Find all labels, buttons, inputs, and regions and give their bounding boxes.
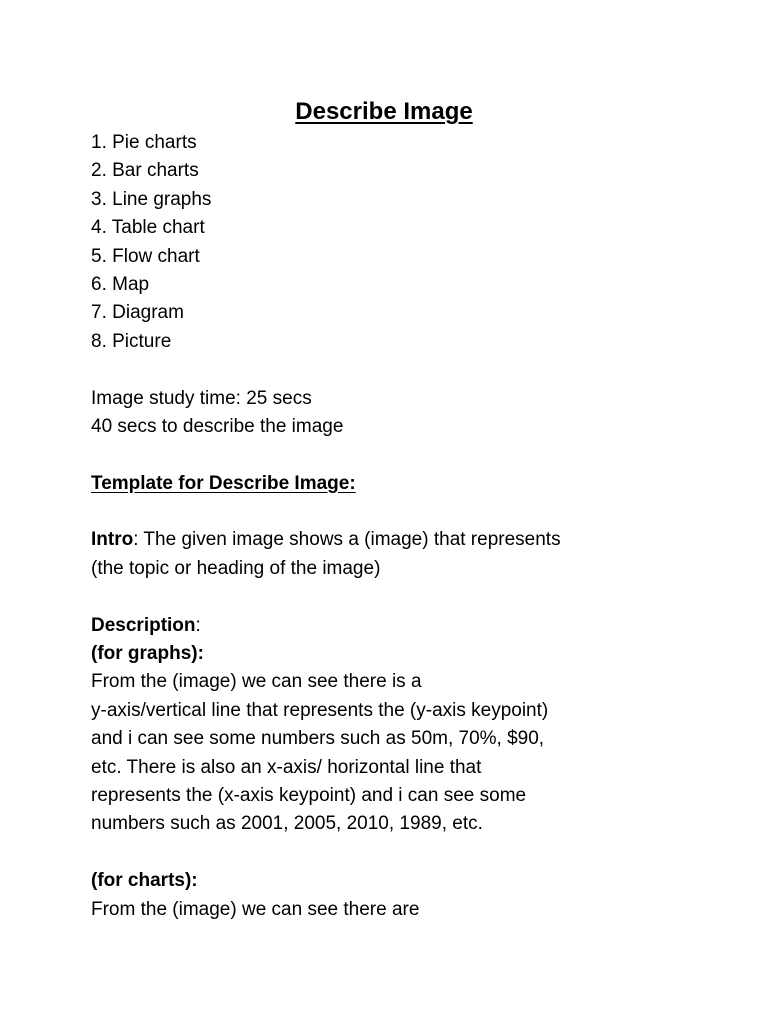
spacer [91,441,731,469]
document-body [91,129,731,924]
list-item: 8. Picture [91,330,172,352]
graphs-text-line: represents the (x-axis keypoint) and i can see some [91,784,527,806]
graphs-text-line: and i can see some numbers such as 50m, 70%, $90, [91,728,545,750]
intro-label: Intro [91,529,134,551]
list-item: 3. Line graphs [91,188,212,210]
list-item: 2. Bar charts [91,160,199,182]
image-type-list [91,129,731,356]
graphs-text-line: numbers such as 2001, 2005, 2010, 1989, etc. [91,813,483,835]
intro-line-2: (the topic or heading of the image) [91,557,381,579]
description-label: Description [91,614,196,636]
list-item: 1. Pie charts [91,132,197,153]
intro-line-1 [91,526,731,554]
list-item: 7. Diagram [91,302,184,324]
list-item: 5. Flow chart [91,245,200,267]
intro-text: : The given image shows a (image) that represents [133,529,561,551]
study-time-text: Image study time: 25 secs [91,387,312,409]
spacer [91,356,731,384]
spacer [91,498,731,526]
charts-heading: (for charts): [91,870,198,892]
describe-time-text: 40 secs to describe the image [91,415,344,437]
graphs-heading: (for graphs): [91,643,204,665]
list-item: 4. Table chart [91,217,205,239]
spacer [91,583,731,611]
graphs-text-line: y-axis/vertical line that represents the (y-axis keypoint) [91,699,549,721]
page-title [0,96,768,128]
graphs-text-line: From the (image) we can see there is a [91,671,422,693]
list-item: 6. Map [91,273,150,295]
description-heading [91,612,731,640]
charts-text-line: From the (image) we can see there are [91,898,420,920]
description-colon: : [195,614,201,636]
page-title-text: Describe Image [295,98,473,125]
template-heading: Template for Describe Image: [91,472,356,494]
spacer [91,839,731,867]
graphs-text-line: etc. There is also an x-axis/ horizontal line that [91,756,482,778]
